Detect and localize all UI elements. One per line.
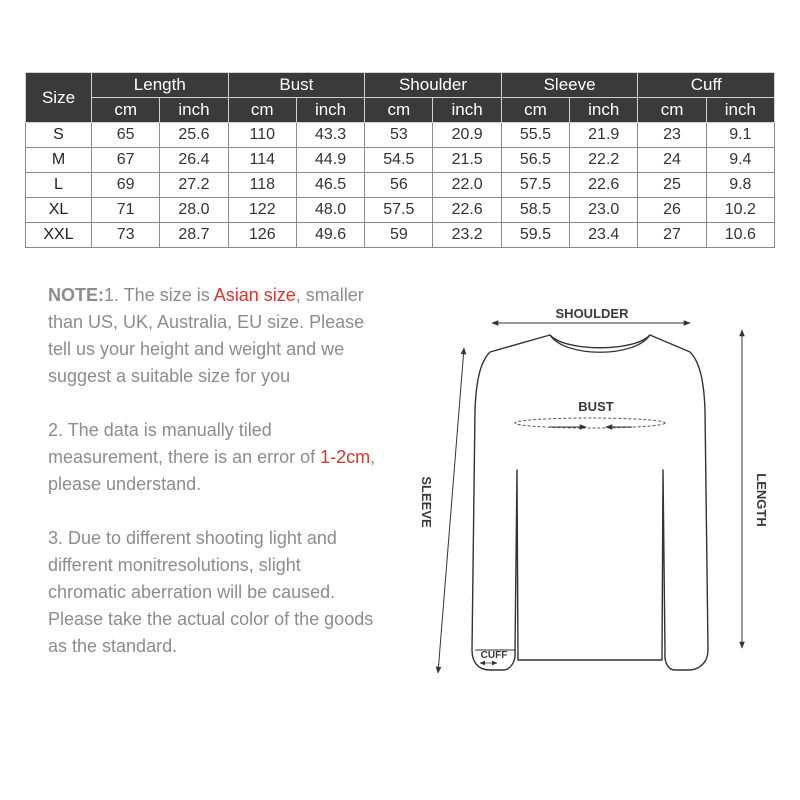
measurement-cell: 22.6	[570, 173, 638, 198]
unit-header: cm	[365, 98, 433, 123]
measurement-cell: 21.5	[433, 148, 501, 173]
group-header-length: Length	[92, 73, 229, 98]
measurement-cell: 25.6	[160, 123, 228, 148]
measurement-cell: 9.1	[706, 123, 774, 148]
size-cell: L	[26, 173, 92, 198]
bust-label: BUST	[578, 399, 614, 414]
measurement-cell: 22.6	[433, 198, 501, 223]
measurement-cell: 20.9	[433, 123, 501, 148]
measurement-cell: 65	[92, 123, 160, 148]
measurement-cell: 22.2	[570, 148, 638, 173]
measurement-cell: 43.3	[296, 123, 364, 148]
size-column-header: Size	[26, 73, 92, 123]
note-3: 3. Due to different shooting light and different monitresolutions, slight chromatic aberration will be caused. Please take the actual color of the goods as the standard.	[48, 528, 374, 656]
measurement-cell: 69	[92, 173, 160, 198]
size-cell: S	[26, 123, 92, 148]
group-header-bust: Bust	[228, 73, 365, 98]
measurement-cell: 10.6	[706, 223, 774, 248]
unit-header: inch	[570, 98, 638, 123]
shirt-measurement-diagram	[400, 290, 790, 710]
measurement-cell: 114	[228, 148, 296, 173]
note-2	[48, 417, 378, 498]
note-1	[48, 282, 378, 390]
bust-ellipse	[515, 418, 665, 428]
measurement-cell: 55.5	[501, 123, 569, 148]
sleeve-label: SLEEVE	[419, 476, 434, 528]
note-2-text: 2. The data is manually tiled measurement, there is an error of	[48, 420, 321, 467]
table-row	[26, 123, 775, 148]
table-row	[26, 148, 775, 173]
measurement-cell: 25	[638, 173, 706, 198]
measurement-cell: 23	[638, 123, 706, 148]
note-1-text-end: , smaller than US, UK, Australia, EU size. Please tell us your height and weight and we suggest a suitable size for you	[48, 285, 365, 386]
measurement-cell: 21.9	[570, 123, 638, 148]
shoulder-label: SHOULDER	[555, 306, 629, 321]
measurement-cell: 73	[92, 223, 160, 248]
measurement-cell: 27	[638, 223, 706, 248]
measurement-cell: 58.5	[501, 198, 569, 223]
table-row	[26, 173, 775, 198]
measurement-cell: 46.5	[296, 173, 364, 198]
table-row	[26, 223, 775, 248]
measurement-cell: 110	[228, 123, 296, 148]
unit-header: cm	[92, 98, 160, 123]
note-2-highlight: 1-2cm	[320, 447, 371, 467]
measurement-cell: 48.0	[296, 198, 364, 223]
measurement-cell: 44.9	[296, 148, 364, 173]
table-row	[26, 198, 775, 223]
table-header-row	[26, 73, 775, 98]
group-header-cuff: Cuff	[638, 73, 775, 98]
measurement-cell: 67	[92, 148, 160, 173]
measurement-cell: 27.2	[160, 173, 228, 198]
measurement-cell: 53	[365, 123, 433, 148]
measurement-cell: 9.4	[706, 148, 774, 173]
note-1-highlight: Asian size	[213, 285, 296, 305]
cuff-label: CUFF	[480, 650, 508, 661]
measurement-cell: 28.7	[160, 223, 228, 248]
unit-header: inch	[160, 98, 228, 123]
group-header-sleeve: Sleeve	[501, 73, 638, 98]
shirt-outline	[472, 335, 708, 670]
table-unit-row	[26, 98, 775, 123]
unit-header: cm	[638, 98, 706, 123]
size-cell: XL	[26, 198, 92, 223]
unit-header: cm	[228, 98, 296, 123]
measurement-cell: 56	[365, 173, 433, 198]
sleeve-arrow	[438, 348, 464, 673]
measurement-cell: 26.4	[160, 148, 228, 173]
group-header-shoulder: Shoulder	[365, 73, 502, 98]
measurement-cell: 122	[228, 198, 296, 223]
measurement-cell: 49.6	[296, 223, 364, 248]
unit-header: inch	[706, 98, 774, 123]
measurement-cell: 57.5	[501, 173, 569, 198]
measurement-cell: 23.4	[570, 223, 638, 248]
note-label: NOTE:	[48, 285, 104, 305]
measurement-cell: 24	[638, 148, 706, 173]
size-notes	[48, 282, 378, 687]
unit-header: inch	[433, 98, 501, 123]
measurement-cell: 59.5	[501, 223, 569, 248]
shirt-diagram-svg	[400, 290, 790, 710]
measurement-cell: 23.2	[433, 223, 501, 248]
measurement-cell: 9.8	[706, 173, 774, 198]
unit-header: inch	[296, 98, 364, 123]
note-2-text-end: , please understand.	[48, 447, 376, 494]
measurement-cell: 26	[638, 198, 706, 223]
note-1-text: 1. The size is	[104, 285, 214, 305]
size-cell: M	[26, 148, 92, 173]
measurement-cell: 56.5	[501, 148, 569, 173]
measurement-cell: 126	[228, 223, 296, 248]
measurement-cell: 118	[228, 173, 296, 198]
length-label: LENGTH	[754, 473, 769, 527]
measurement-cell: 59	[365, 223, 433, 248]
measurement-cell: 22.0	[433, 173, 501, 198]
size-cell: XXL	[26, 223, 92, 248]
measurement-cell: 28.0	[160, 198, 228, 223]
measurement-cell: 10.2	[706, 198, 774, 223]
measurement-cell: 54.5	[365, 148, 433, 173]
size-chart-table	[25, 72, 775, 248]
measurement-cell: 57.5	[365, 198, 433, 223]
measurement-cell: 71	[92, 198, 160, 223]
unit-header: cm	[501, 98, 569, 123]
measurement-cell: 23.0	[570, 198, 638, 223]
